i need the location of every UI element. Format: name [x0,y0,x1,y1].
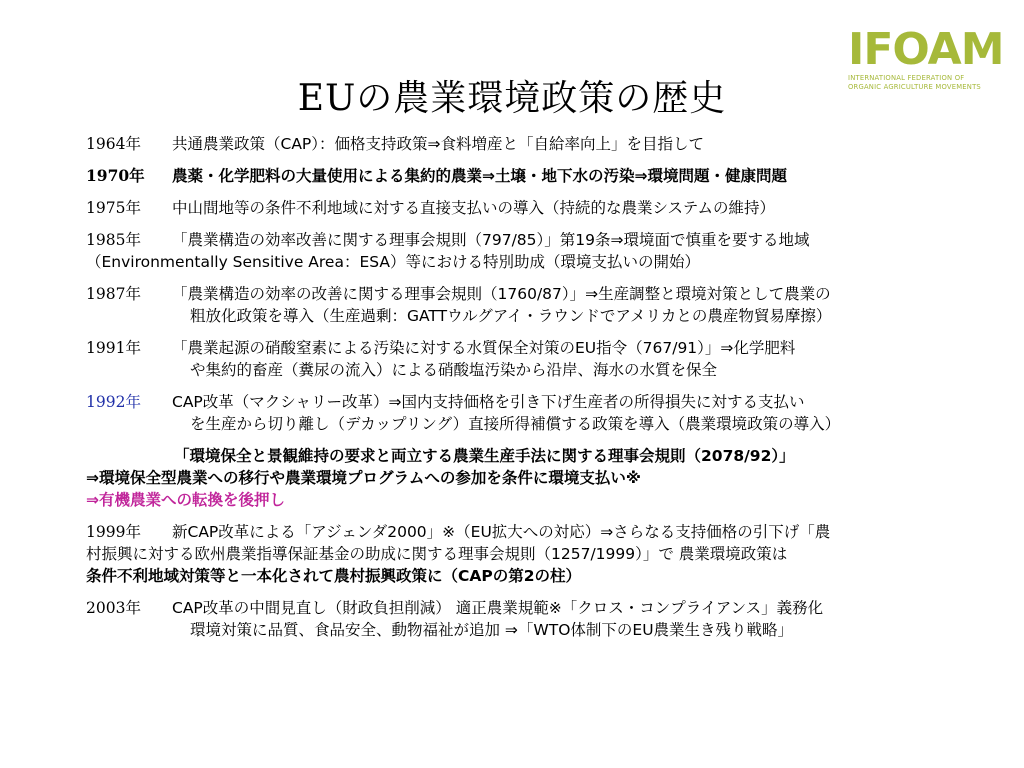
item-1991: 1991年 「農業起源の硝酸窒素による汚染に対する水質保全対策のEU指令（767/91）」⇒化学肥料 や集約的畜産（糞尿の流入）による硝酸塩汚染から沿岸、海水の水質を保全 [86,339,796,379]
page-title: EUの農業環境政策の歴史 [297,78,727,119]
logo-mark: IFOAM [848,24,1004,75]
item-1975: 1975年 中山間地等の条件不利地域に対する直接支払いの導入（持続的な農業システムの維持） [86,199,775,217]
ifoam-logo [848,26,1008,106]
item-1964: 1964年 共通農業政策（CAP）：価格支持政策⇒食料増産と「自給率向上」を目指して [86,135,705,153]
logo-line-2: ORGANIC AGRICULTURE MOVEMENTS [848,83,981,91]
item-1999: 1999年 新CAP改革による「アジェンダ2000」※（EU拡大への対応）⇒さらなる支持価格の引下げ「農 村振興に対する欧州農業指導保証基金の助成に関する理事会規則（1257/1999）」で 農業環境政策は 条件不利地域対策等と一本化されて農村振興政策に（CAPの第2の柱） [86,523,831,585]
item-1970: 1970年 農薬・化学肥料の大量使用による集約的農業⇒土壌・地下水の汚染⇒環境問題・健康問題 [86,166,787,185]
item-1985: 1985年 「農業構造の効率改善に関する理事会規則（797/85）」第19条⇒環境面で慎重を要する地域 （Environmentally Sensitive Area：ESA）等における特別助成（環境支払いの開始） [86,231,810,271]
item-1992: 1992年 CAP改革（マクシャリー改革）⇒国内支持価格を引き下げ生産者の所得損失に対する支払い を生産から切り離し（デカップリング）直接所得補償する政策を導入（農業環境政策の導入） [86,393,841,433]
item-1987: 1987年 「農業構造の効率の改善に関する理事会規則（1760/87）」⇒生産調整と環境対策として農業の 粗放化政策を導入（生産過剰：GATTウルグアイ・ラウンドでアメリカとの農産物貿易摩擦） [86,285,832,325]
regulation-block: 「環境保全と景観維持の要求と両立する農業生産手法に関する理事会規則（2078/92）」 ⇒環境保全型農業への移行や農業環境プログラムへの参加を条件に環境支払い※ ⇒有機農業への転換を後押し [86,447,795,509]
item-2003: 2003年 CAP改革の中間見直し（財政負担削減） 適正農業規範※「クロス・コンプライアンス」義務化 環境対策に品質、食品安全、動物福祉が追加 ⇒「WTO体制下のEU農業生き残り戦略」 [86,599,824,639]
history-list [86,133,966,651]
logo-line-1: INTERNATIONAL FEDERATION OF [848,74,965,82]
